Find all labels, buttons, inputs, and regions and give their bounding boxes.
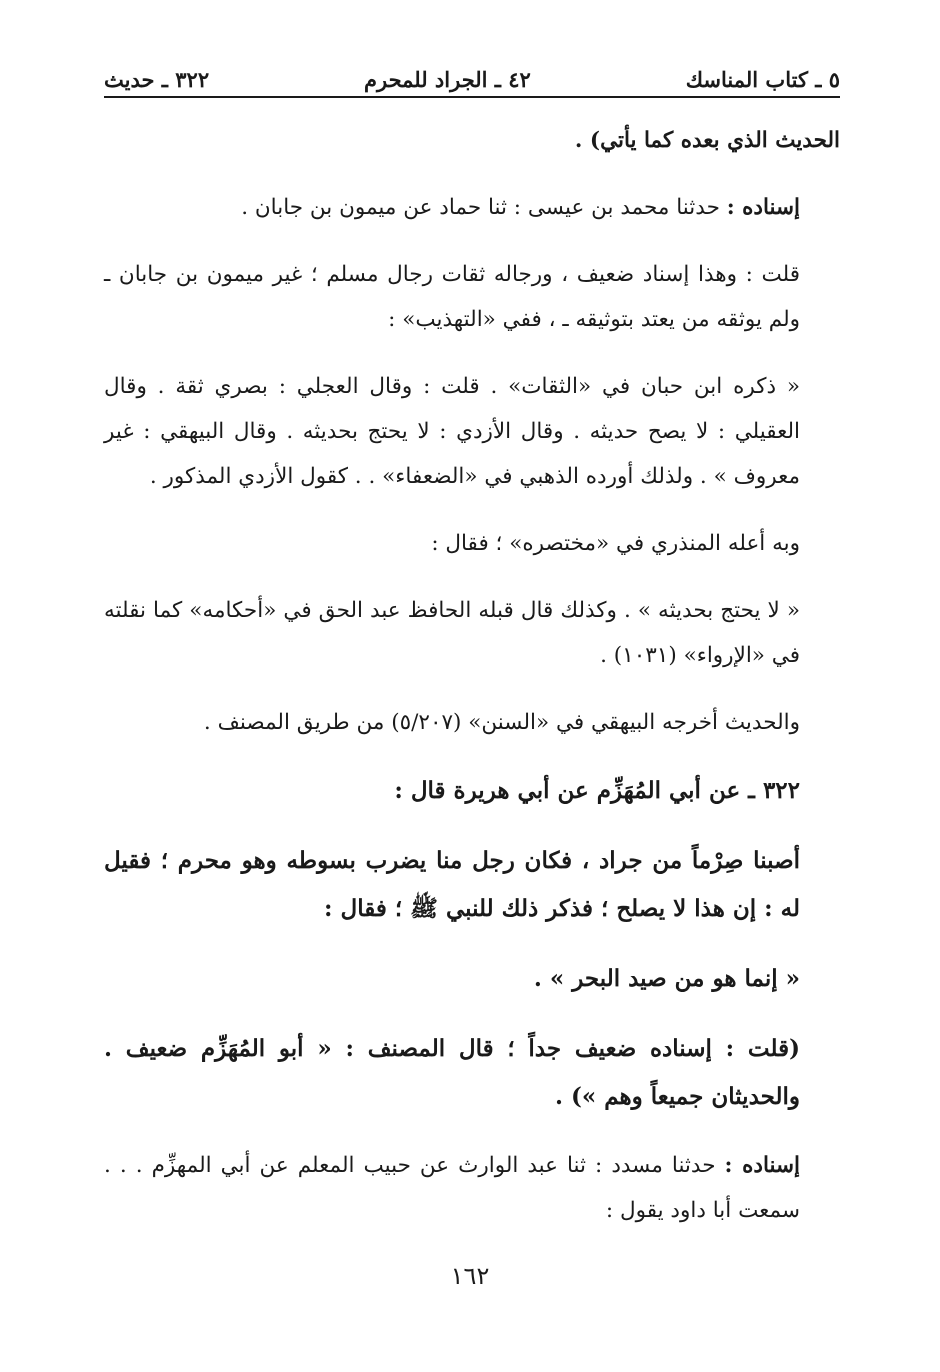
hadith-text <box>104 837 840 933</box>
paragraph-text: « ذكره ابن حبان في «الثقات» . قلت : وقال العجلي : بصري ثقة . وقال العقيلي : لا يصح حديثه . وقال الأزدي : لا يحتج بحديثه . وقال البيهقي : غير معروف » . ولذلك أورده الذهبي في «الضعفاء» . . كقول الأزدي المذكور . <box>104 374 800 489</box>
paragraph-text: وبه أعله المنذري في «مختصره» ؛ فقال : <box>431 531 800 556</box>
page-number: ١٦٢ <box>450 1262 490 1290</box>
paragraph-text: « لا يحتج بحديثه » . وكذلك قال قبله الحافظ عبد الحق في «أحكامه» كما نقلته في «الإرواء» (١٠٣١) . <box>104 598 800 668</box>
paragraph-mundhiri <box>104 521 840 566</box>
hadith-heading <box>104 767 840 815</box>
paragraph-bold: « إنما هو من صيد البحر » . <box>533 965 800 992</box>
paragraph-text: حدثنا مسدد : ثنا عبد الوارث عن حبيب المعلم عن أبي المهزِّم . . . سمعت أبا داود يقول : <box>104 1153 800 1223</box>
paragraph-bold: ٣٢٢ ـ عن أبي المُهَزِّم عن أبي هريرة قال : <box>394 777 800 804</box>
paragraph-quote-abdulhaq <box>104 588 840 678</box>
paragraph-quote-tahdhib <box>104 364 840 499</box>
page-body <box>104 118 840 1255</box>
header-section: ٤٢ ـ الجراد للمحرم <box>363 67 531 92</box>
paragraph-commentary <box>104 252 840 342</box>
paragraph-continuation <box>104 118 840 163</box>
header-chapter: ٥ ـ كتاب المناسك <box>685 67 840 92</box>
paragraph-text: والحديث أخرجه البيهقي في «السنن» (٥/٢٠٧) من طريق المصنف . <box>203 710 800 735</box>
hadith-grading <box>104 1025 840 1121</box>
paragraph-bold: (قلت : إسناده ضعيف جداً ؛ قال المصنف : « أبو المُهَزِّم ضعيف . والحديثان جميعاً وهم ») . <box>104 1035 800 1110</box>
paragraph-bold: إسناده : <box>726 195 800 220</box>
paragraph-bold: إسناده : <box>724 1153 800 1178</box>
paragraph-isnad-2 <box>104 1143 840 1233</box>
paragraph-bold: أصبنا صِرْماً من جراد ، فكان رجل منا يضرب بسوطه وهو محرم ؛ فقيل له : إن هذا لا يصلح ؛ فذكر ذلك للنبي ﷺ ؛ فقال : <box>104 847 800 922</box>
running-header <box>104 58 840 98</box>
paragraph-isnad <box>104 185 840 230</box>
header-hadith: ٣٢٢ ـ حديث <box>104 67 210 92</box>
paragraph-text: حدثنا محمد بن عيسى : ثنا حماد عن ميمون بن جابان . <box>241 195 727 220</box>
paragraph-bold: الحديث الذي بعده كما يأتي) . <box>574 128 840 153</box>
hadith-saying <box>104 955 840 1003</box>
paragraph-text: قلت : وهذا إسناد ضعيف ، ورجاله ثقات رجال مسلم ؛ غير ميمون بن جابان ـ ولم يوثقه من يعتد بتوثيقه ـ ، ففي «التهذيب» : <box>104 262 800 332</box>
paragraph-bayhaqi <box>104 700 840 745</box>
